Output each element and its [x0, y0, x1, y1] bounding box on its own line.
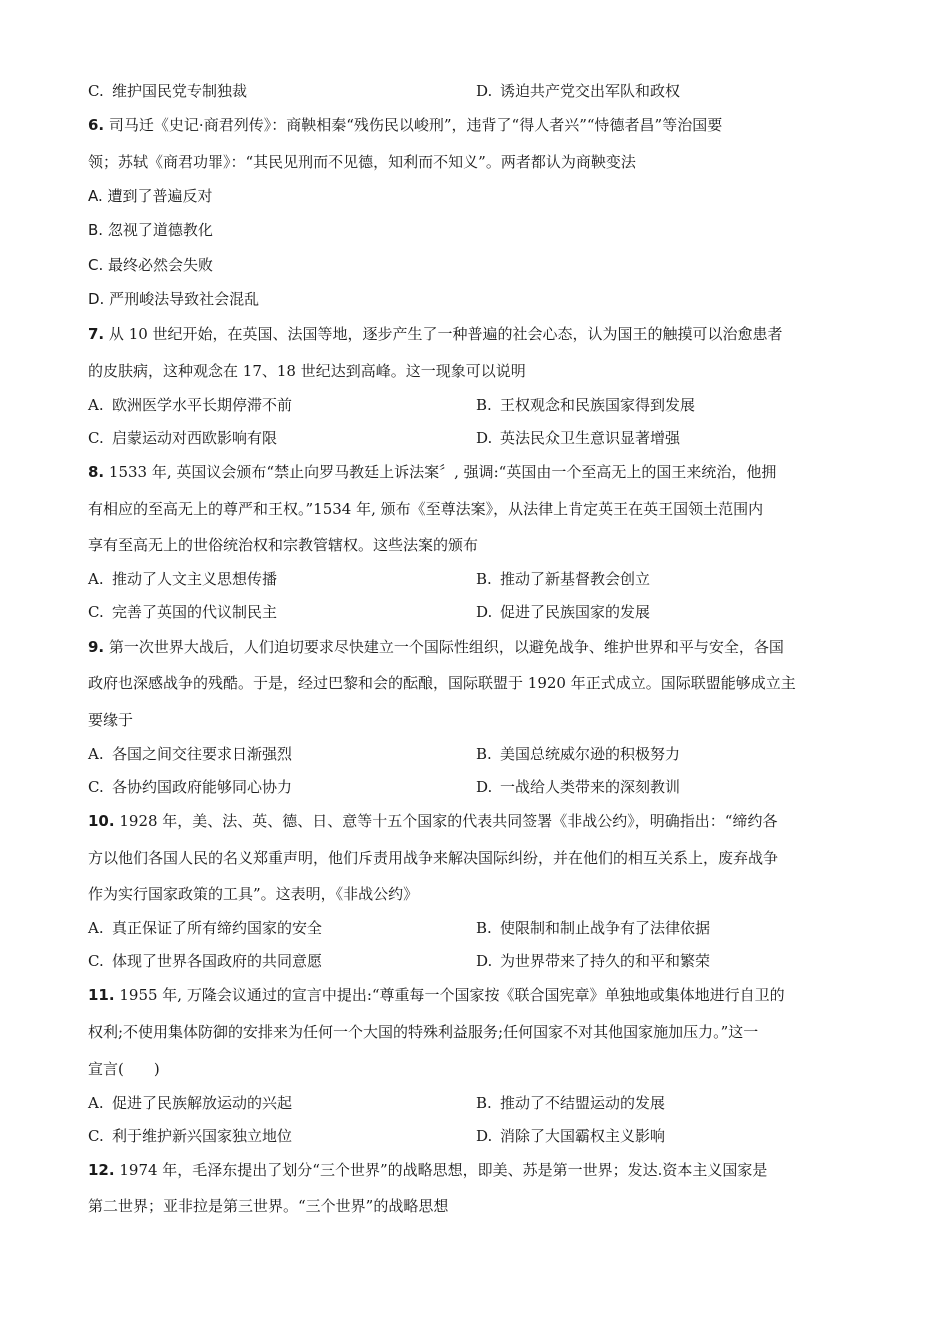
q7-option-c[interactable]: C. 启蒙运动对西欧影响有限: [88, 429, 278, 447]
q10-stem-line3: 作为实行国家政策的工具”。这表明，《非战公约》: [88, 885, 419, 903]
q12-stem-line1: 12. 1974 年，毛泽东提出了划分“三个世界”的战略思想，即美、苏是第一世界；发达.资本主义国家是: [88, 1161, 768, 1179]
q11-option-c[interactable]: C. 利于维护新兴国家独立地位: [88, 1127, 293, 1145]
q8-stem-line2: 有相应的至高无上的尊严和王权。”1534 年, 颁布《至尊法案》，从法律上肯定英王在英王国领土范围内: [88, 500, 764, 518]
q5-options-cd: [88, 81, 868, 101]
q9-options-ab: [88, 744, 868, 764]
q10-options-ab: [88, 918, 868, 938]
q9-stem-line1: 9. 第一次世界大战后，人们迫切要求尽快建立一个国际性组织，以避免战争、维护世界和平与安全，各国: [88, 638, 784, 656]
q11-stem-line1: 11. 1955 年, 万隆会议通过的宣言中提出:“尊重每一个国家按《联合国宪章》单独地或集体地进行自卫的: [88, 986, 785, 1004]
q7-stem-line1: 7. 从 10 世纪开始，在英国、法国等地，逐步产生了一种普遍的社会心态，认为国王的触摸可以治愈患者: [88, 325, 783, 343]
q10-option-d[interactable]: D. 为世界带来了持久的和平和繁荣: [476, 952, 711, 970]
q5-option-c[interactable]: C. 维护国民党专制独裁: [88, 82, 248, 100]
q9-option-d[interactable]: D. 一战给人类带来的深刻教训: [476, 778, 681, 796]
q11-option-b[interactable]: B. 推动了不结盟运动的发展: [476, 1094, 666, 1112]
q7-options-ab: [88, 395, 868, 415]
q12-number: 12.: [88, 1161, 115, 1179]
q10-number: 10.: [88, 812, 115, 830]
q9-option-b[interactable]: B. 美国总统威尔逊的积极努力: [476, 745, 681, 763]
q7-number: 7.: [88, 325, 105, 343]
q6-option-b[interactable]: B. 忽视了道德教化: [88, 221, 213, 239]
q10-option-a[interactable]: A. 真正保证了所有缔约国家的安全: [88, 919, 323, 937]
q8-option-c[interactable]: C. 完善了英国的代议制民主: [88, 603, 278, 621]
q9-stem-line2: 政府也深感战争的残酷。于是，经过巴黎和会的酝酿，国际联盟于 1920 年正式成立。国际联盟能够成立主: [88, 674, 796, 692]
q11-stem-line2: 权利;不使用集体防御的安排来为任何一个大国的特殊利益服务;任何国家不对其他国家施加压力。”这一: [88, 1023, 759, 1041]
q5-option-d[interactable]: D. 诱迫共产党交出军队和政权: [476, 82, 681, 100]
q10-options-cd: [88, 951, 868, 971]
q8-option-a[interactable]: A. 推动了人文主义思想传播: [88, 570, 278, 588]
q8-option-b[interactable]: B. 推动了新基督教会创立: [476, 570, 651, 588]
q8-options-ab: [88, 569, 868, 589]
q7-option-b[interactable]: B. 王权观念和民族国家得到发展: [476, 396, 696, 414]
q6-option-c[interactable]: C. 最终必然会失败: [88, 256, 214, 274]
q6-stem-line2: 领；苏轼《商君功罪》：“其民见刑而不见德，知利而不知义”。两者都认为商鞅变法: [88, 153, 636, 171]
q9-option-a[interactable]: A. 各国之间交往要求日渐强烈: [88, 745, 293, 763]
q6-option-a[interactable]: A. 遭到了普遍反对: [88, 187, 213, 205]
q6-number: 6.: [88, 116, 105, 134]
q10-option-c[interactable]: C. 体现了世界各国政府的共同意愿: [88, 952, 323, 970]
q11-number: 11.: [88, 986, 115, 1004]
q8-stem-line1: 8. 1533 年, 英国议会颁布“禁止向罗马教廷上诉法案〞, 强调:“英国由一个至高无上的国王来统治，他拥: [88, 463, 777, 481]
q8-option-d[interactable]: D. 促进了民族国家的发展: [476, 603, 651, 621]
q11-options-cd: [88, 1126, 868, 1146]
q9-number: 9.: [88, 638, 105, 656]
q9-options-cd: [88, 777, 868, 797]
q7-option-d[interactable]: D. 英法民众卫生意识显著增强: [476, 429, 681, 447]
q8-number: 8.: [88, 463, 105, 481]
q9-option-c[interactable]: C. 各协约国政府能够同心协力: [88, 778, 293, 796]
q7-stem-line2: 的皮肤病，这种观念在 17、18 世纪达到高峰。这一现象可以说明: [88, 362, 526, 380]
q10-stem-line1: 10. 1928 年，美、法、英、德、日、意等十五个国家的代表共同签署《非战公约》，明确指出：“缔约各: [88, 812, 778, 830]
q10-stem-line2: 方以他们各国人民的名义郑重声明，他们斥责用战争来解决国际纠纷，并在他们的相互关系上，废弃战争: [88, 849, 779, 867]
q11-stem-line3: 宣言( ): [88, 1060, 160, 1078]
q11-options-ab: [88, 1093, 868, 1113]
q8-options-cd: [88, 602, 868, 622]
q8-stem-line3: 享有至高无上的世俗统治权和宗教管辖权。这些法案的颁布: [88, 536, 479, 554]
q9-stem-line3: 要缘于: [88, 711, 134, 729]
q6-option-d[interactable]: D. 严刑峻法导致社会混乱: [88, 290, 260, 308]
q7-options-cd: [88, 428, 868, 448]
q10-option-b[interactable]: B. 使限制和制止战争有了法律依据: [476, 919, 711, 937]
q7-option-a[interactable]: A. 欧洲医学水平长期停滞不前: [88, 396, 293, 414]
q11-option-d[interactable]: D. 消除了大国霸权主义影响: [476, 1127, 666, 1145]
q6-stem-line1: 6. 司马迁《史记·商君列传》：商鞅相秦“残伤民以峻刑”，违背了“得人者兴”“恃德者昌”等治国要: [88, 116, 723, 134]
q12-stem-line2: 第二世界；亚非拉是第三世界。“三个世界”的战略思想: [88, 1197, 449, 1215]
q11-option-a[interactable]: A. 促进了民族解放运动的兴起: [88, 1094, 293, 1112]
